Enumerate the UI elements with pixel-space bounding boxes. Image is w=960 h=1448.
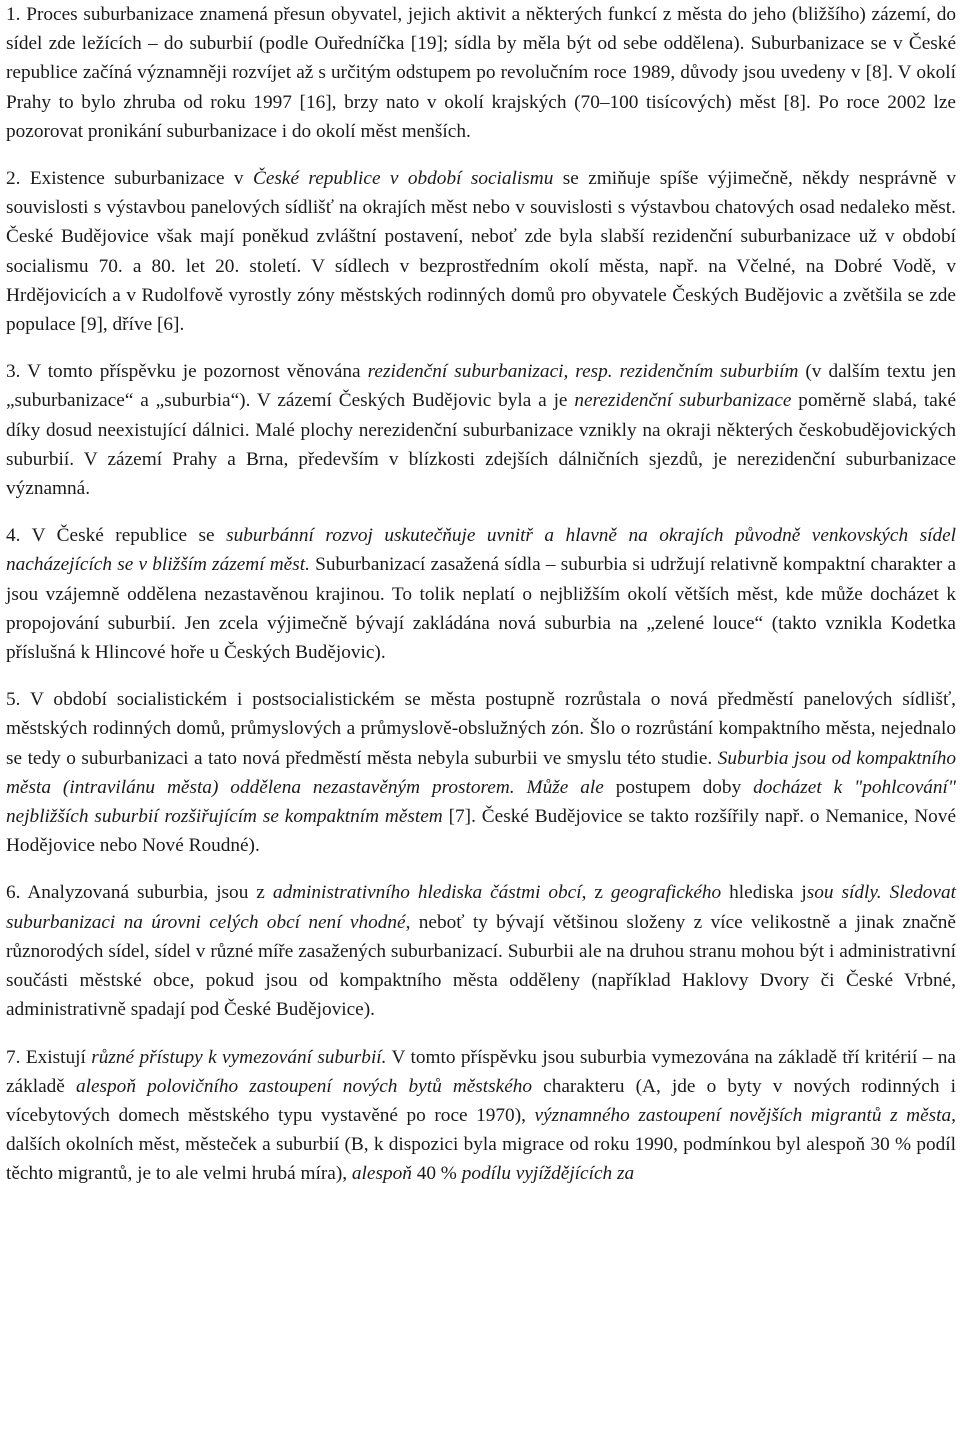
italic-text-segment: alespoň polovičního zastoupení nových bytů městského bbox=[75, 1075, 533, 1097]
italic-text-segment: sou sídly. Sledovat suburbanizaci na úrovni celých obcí není vhodné bbox=[6, 882, 956, 933]
paragraph-7 bbox=[6, 1043, 956, 1189]
text-segment: 7. Existují bbox=[6, 1046, 92, 1068]
text-segment: , z bbox=[581, 882, 611, 904]
text-segment: 3. V tomto příspěvku je pozornost věnována bbox=[6, 361, 368, 383]
paragraph-1 bbox=[6, 0, 956, 146]
italic-text-segment: alespoň bbox=[351, 1163, 412, 1185]
text-segment: (v dalším textu jen „suburbanizace“ a „suburbia“). V zázemí Českých Budějovic byla a je bbox=[6, 361, 956, 412]
italic-text-segment: suburbánní rozvoj uskutečňuje uvnitř a hlavně na okrajích původně venkovských sídel nacházejících se v bližším zázemí měst. bbox=[6, 525, 957, 576]
text-segment: 5. V období socialistickém i postsocialistickém se města postupně rozrůstala o nová předměstí panelových sídlišť, městských rodinných domů, průmyslových a průmyslově-obslužných zón. Šlo o rozrůstání kompaktního města, nejednalo se tedy o suburbanizaci a tato nová předměstí města nebyla suburbii ve smyslu této studie. bbox=[6, 689, 956, 769]
italic-text-segment: docházet k "pohlcování" nejbližších suburbií rozšiřujícím se kompaktním městem bbox=[6, 776, 956, 828]
paragraph-2 bbox=[6, 164, 956, 339]
document-page bbox=[6, 0, 956, 1207]
italic-text-segment: administrativního hlediska částmi obcí bbox=[272, 882, 582, 904]
text-segment: , dalších okolních měst, městeček a suburbií (B, k dispozici byla migrace od roku 1990, podmínkou byl alespoň 30 % podíl těchto migrantů, je to ale velmi hrubá míra), bbox=[6, 1104, 956, 1185]
paragraph-4 bbox=[6, 521, 956, 667]
text-segment: 4. V České republice se bbox=[6, 525, 227, 547]
italic-text-segment: Suburbia jsou od kompaktního města (intravilánu města) oddělena nezastavěným prostorem. Může ale bbox=[6, 747, 956, 798]
italic-text-segment: významného zastoupení novějších migrantů z města bbox=[534, 1104, 952, 1126]
text-segment: postupem doby bbox=[603, 776, 754, 798]
text-segment: 40 % bbox=[411, 1163, 462, 1185]
text-segment: charakteru (A, jde o byty v nových rodinných i vícebytových domech městského typu vystavěné po roce 1970), bbox=[6, 1075, 956, 1126]
italic-text-segment: rezidenční suburbanizaci, resp. rezidenčním suburbiím bbox=[367, 361, 799, 383]
text-segment: V tomto příspěvku jsou suburbia vymezována na základě tří kritérií – na základě bbox=[6, 1046, 956, 1097]
text-segment: 6. Analyzovaná suburbia, jsou z bbox=[6, 882, 273, 904]
italic-text-segment: České republice v období socialismu bbox=[252, 168, 554, 190]
text-segment: Suburbanizací zasažená sídla – suburbia si udržují relativně kompaktní charakter a jsou vzájemně oddělena nezastavěnou krajinou. To tolik neplatí o nejbližším okolí větších měst, kde může docházet k propojování suburbií. Jen zcela výjimečně bývají zakládána nová suburbia na „zelené louce“ (takto vznikla Kodetka příslušná k Hlincové hoře u Českých Budějovic). bbox=[6, 554, 956, 664]
italic-text-segment: nerezidenční suburbanizace bbox=[574, 390, 792, 412]
text-segment: poměrně slabá, také díky dosud neexistující dálnici. Malé plochy nerezidenční suburbanizace vznikly na okraji některých českobudějovických suburbií. V zázemí Prahy a Brna, především v blízkosti zdejších dálničních sjezdů, je nerezidenční suburbanizace významná. bbox=[6, 390, 957, 500]
text-segment: [7]. České Budějovice se takto rozšířily např. o Nemanice, Nové Hodějovice nebo Nové Roudné). bbox=[6, 806, 956, 857]
italic-text-segment: podílu vyjíždějících za bbox=[461, 1163, 635, 1185]
italic-text-segment: geografického bbox=[610, 882, 722, 904]
text-segment: , neboť ty bývají většinou složeny z více velikostně a jinak značně různorodých sídel, sídel v různé míře zasažených suburbanizací. Suburbii ale na druhou stranu mohou být i administrativní součásti městské obce, pokud jsou od kompaktního města odděleny (například Haklovy Dvory či České Vrbné, administrativně spadají pod České Budějovice). bbox=[6, 911, 956, 1021]
text-segment: se zmiňuje spíše výjimečně, někdy nesprávně v souvislosti s výstavbou panelových sídlišť na okrajích měst nebo v souvislosti s výstavbou chatových osad nedaleko měst. České Budějovice však mají poněkud zvláštní postavení, neboť zde byla slabší rezidenční suburbanizace už v období socialismu 70. a 80. let 20. století. V sídlech v bezprostředním okolí města, např. na Včelné, na Dobré Vodě, v Hrdějovicích a v Rudolfově vyrostly zóny městských rodinných domů pro obyvatele Českých Budějovic a zvětšila se zde populace [9], dříve [6]. bbox=[6, 168, 956, 336]
paragraph-5 bbox=[6, 685, 956, 860]
paragraph-3 bbox=[6, 357, 956, 503]
text-segment: 1. Proces suburbanizace znamená přesun obyvatel, jejich aktivit a některých funkcí z města do jeho (bližšího) zázemí, do sídel zde ležících – do suburbií (podle Ouředníčka [19]; sídla by měla být od sebe oddělena). Suburbanizace se v České republice začíná významněji rozvíjet až s určitým odstupem po revolučním roce 1989, důvody jsou uvedeny v [8]. V okolí Prahy to bylo zhruba od roku 1997 [16], brzy nato v okolí krajských (70–100 tisícových) měst [8]. Po roce 2002 lze pozorovat pronikání suburbanizace i do okolí měst menších. bbox=[6, 4, 956, 142]
paragraph-6 bbox=[6, 878, 956, 1024]
text-segment: hlediska j bbox=[721, 882, 807, 904]
italic-text-segment: různé přístupy k vymezování suburbií. bbox=[91, 1046, 387, 1068]
text-segment: 2. Existence suburbanizace v bbox=[6, 168, 253, 190]
